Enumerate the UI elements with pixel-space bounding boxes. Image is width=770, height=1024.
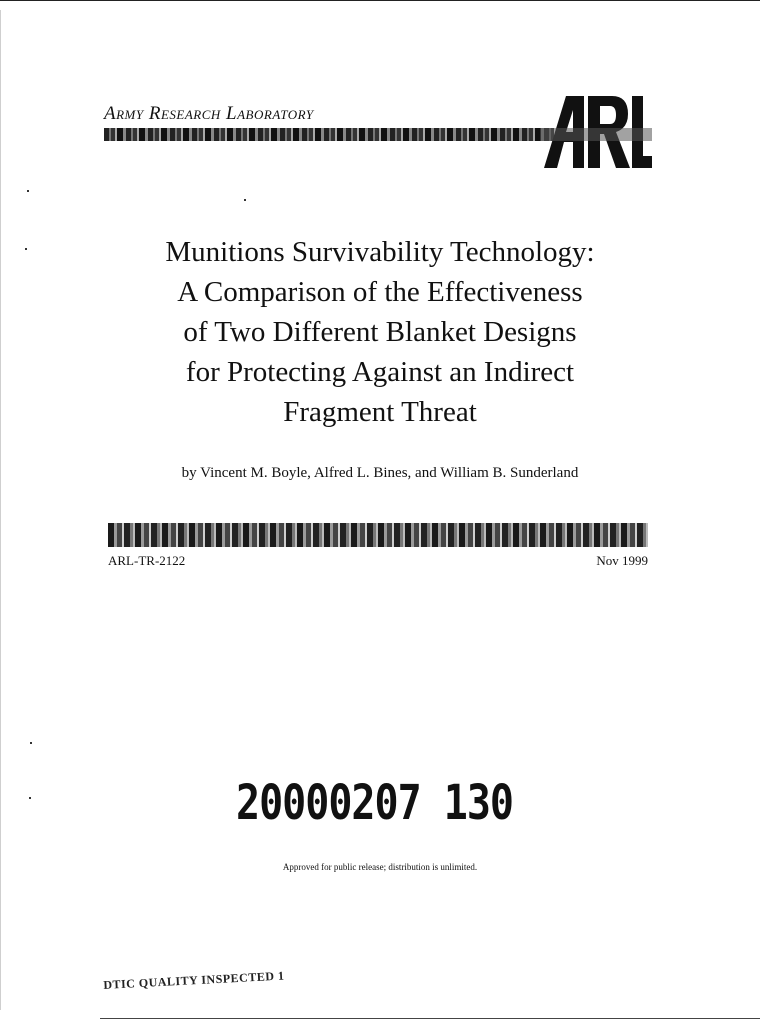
title-line: A Comparison of the Effectiveness bbox=[177, 276, 583, 308]
title-line: of Two Different Blanket Designs bbox=[183, 316, 577, 348]
scan-speck bbox=[25, 248, 27, 250]
scan-speck bbox=[244, 199, 246, 201]
dtic-stamp: DTIC QUALITY INSPECTED 1 bbox=[103, 968, 285, 992]
title-line: Fragment Threat bbox=[283, 396, 477, 428]
scan-speck bbox=[30, 742, 32, 744]
report-date: Nov 1999 bbox=[596, 553, 648, 568]
bottom-rule bbox=[100, 1018, 760, 1019]
top-rule bbox=[0, 0, 760, 1]
title-line: for Protecting Against an Indirect bbox=[185, 356, 575, 388]
arl-logo-icon bbox=[540, 92, 652, 170]
scan-speck bbox=[29, 797, 31, 799]
title-line: Munitions Survivability Technology: bbox=[165, 236, 595, 268]
document-title bbox=[80, 232, 680, 432]
report-bar bbox=[108, 523, 648, 547]
document-id: 20000207 130 bbox=[236, 776, 513, 832]
authors: by Vincent M. Boyle, Alfred L. Bines, and William B. Sunderland bbox=[181, 465, 579, 481]
page-edge bbox=[0, 10, 1, 1010]
scan-speck bbox=[27, 190, 29, 192]
header-bar bbox=[104, 128, 554, 141]
report-number: ARL-TR-2122 bbox=[108, 553, 186, 568]
lab-name: Army Research Laboratory bbox=[104, 103, 314, 124]
release-statement: Approved for public release; distribution is unlimited. bbox=[282, 862, 478, 872]
